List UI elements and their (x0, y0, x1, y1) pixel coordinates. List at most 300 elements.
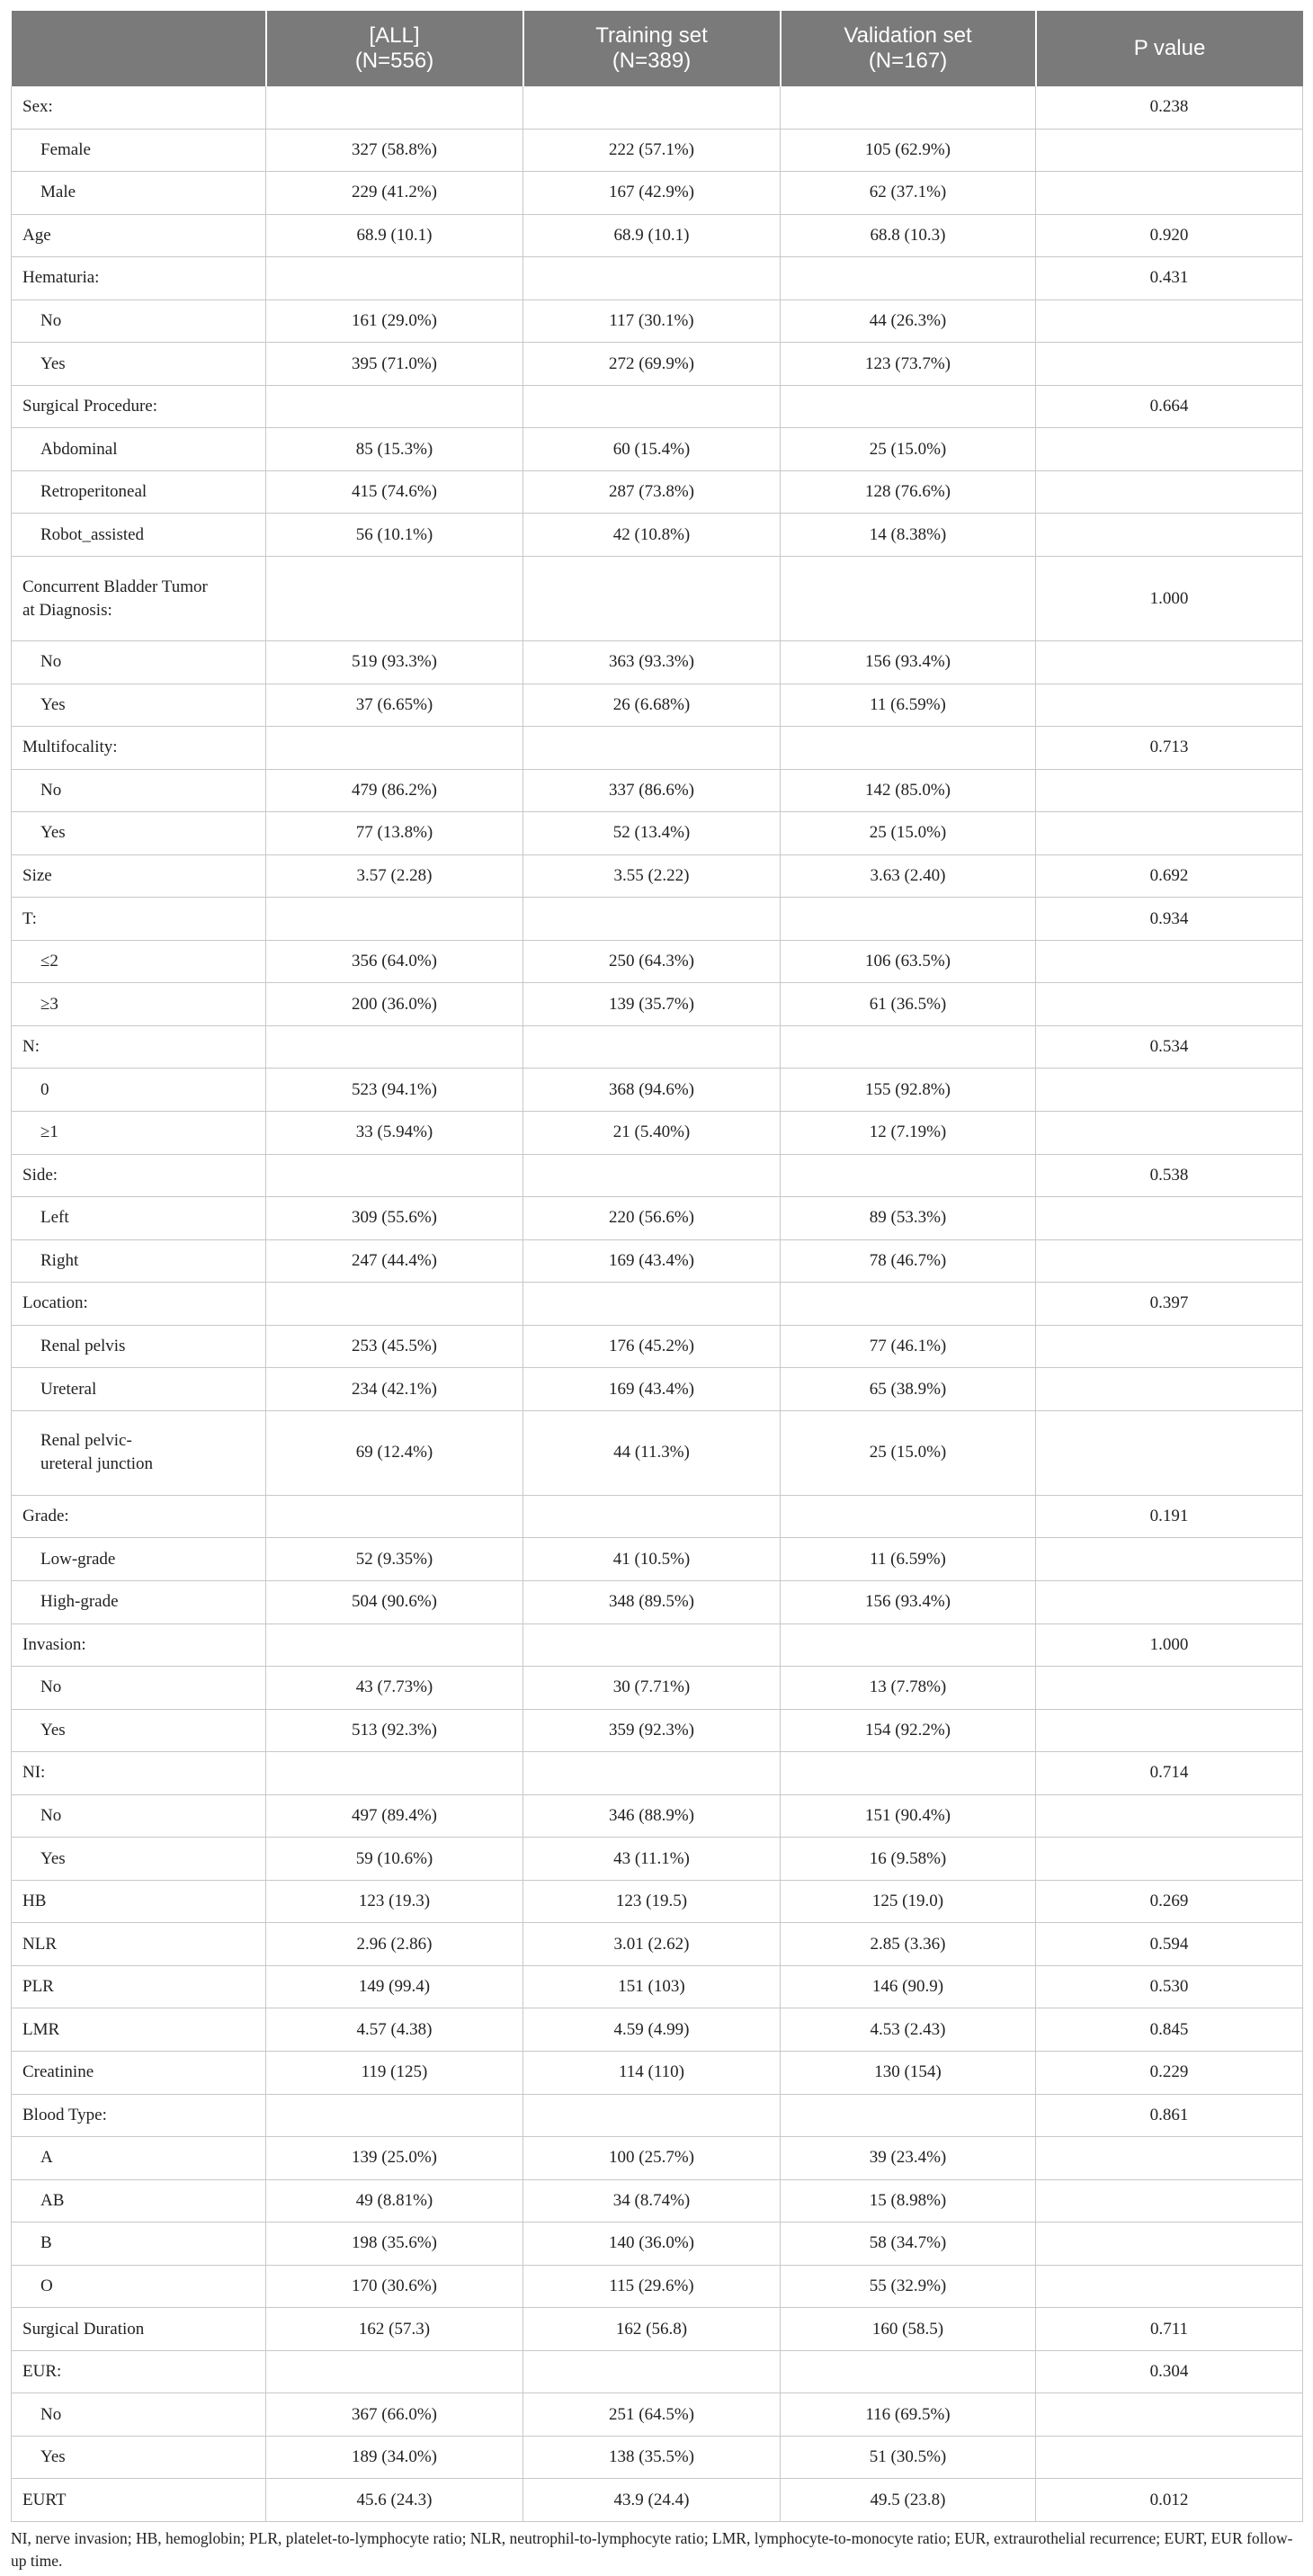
cell-validation: 160 (58.5) (781, 2308, 1036, 2351)
row-label: Invasion: (12, 1623, 266, 1667)
cell-p-value: 0.538 (1036, 1154, 1303, 1197)
cell-p-value (1036, 2179, 1303, 2223)
cell-validation (781, 86, 1036, 129)
cell-validation (781, 2094, 1036, 2137)
cell-all: 45.6 (24.3) (266, 2479, 523, 2522)
cell-all: 56 (10.1%) (266, 514, 523, 557)
row-label: B (12, 2223, 266, 2266)
table-row (12, 1923, 1303, 1966)
cell-training: 43.9 (24.4) (523, 2479, 781, 2522)
row-label: Yes (12, 343, 266, 386)
table-row (12, 300, 1303, 343)
footnote: NI, nerve invasion; HB, hemoglobin; PLR, platelet-to-lymphocyte ratio; NLR, neutrophil-to-lymphocyte ratio; LMR, lymphocyte-to-monocyte ratio; EUR, extraurothelial recurrence; EURT, EUR follow-up time. (11, 2528, 1293, 2570)
row-label: A (12, 2137, 266, 2180)
cell-training (523, 257, 781, 300)
cell-p-value (1036, 1580, 1303, 1623)
cell-p-value (1036, 940, 1303, 983)
cell-validation (781, 898, 1036, 941)
table-row (12, 2265, 1303, 2308)
cell-validation: 156 (93.4%) (781, 641, 1036, 684)
cell-training: 368 (94.6%) (523, 1069, 781, 1112)
cell-p-value (1036, 1368, 1303, 1411)
cell-training: 251 (64.5%) (523, 2393, 781, 2437)
cell-training: 60 (15.4%) (523, 428, 781, 471)
row-label: Ureteral (12, 1368, 266, 1411)
cell-validation: 68.8 (10.3) (781, 214, 1036, 257)
cell-p-value (1036, 428, 1303, 471)
row-label: High-grade (12, 1580, 266, 1623)
row-label: PLR (12, 1965, 266, 2008)
cell-all: 2.96 (2.86) (266, 1923, 523, 1966)
cell-validation: 123 (73.7%) (781, 343, 1036, 386)
cell-p-value: 1.000 (1036, 557, 1303, 641)
row-label: Abdominal (12, 428, 266, 471)
cell-training: 167 (42.9%) (523, 172, 781, 215)
cell-validation: 155 (92.8%) (781, 1069, 1036, 1112)
table-row (12, 1752, 1303, 1795)
cell-validation: 25 (15.0%) (781, 428, 1036, 471)
cell-p-value (1036, 1239, 1303, 1283)
header-all-n: (N=556) (354, 49, 434, 73)
table-row (12, 2179, 1303, 2223)
cell-p-value: 0.530 (1036, 1965, 1303, 2008)
cell-all (266, 1752, 523, 1795)
header-validation-title: Validation set (844, 23, 972, 48)
row-label: Surgical Procedure: (12, 385, 266, 428)
table-row (12, 214, 1303, 257)
cell-validation: 16 (9.58%) (781, 1838, 1036, 1881)
cell-p-value (1036, 1709, 1303, 1752)
row-label: Grade: (12, 1495, 266, 1538)
row-label: Female (12, 129, 266, 172)
cell-p-value: 0.534 (1036, 1025, 1303, 1069)
row-label: Renal pelvis (12, 1325, 266, 1368)
row-label: Robot_assisted (12, 514, 266, 557)
cell-all: 161 (29.0%) (266, 300, 523, 343)
cell-validation: 116 (69.5%) (781, 2393, 1036, 2437)
row-label-line: at Diagnosis: (22, 600, 112, 620)
cell-all: 77 (13.8%) (266, 812, 523, 855)
cell-validation: 151 (90.4%) (781, 1794, 1036, 1838)
row-label (12, 1410, 266, 1495)
table-row (12, 172, 1303, 215)
cell-p-value: 0.714 (1036, 1752, 1303, 1795)
table-row (12, 940, 1303, 983)
cell-training: 139 (35.7%) (523, 983, 781, 1026)
cell-validation: 106 (63.5%) (781, 940, 1036, 983)
table-row (12, 1239, 1303, 1283)
cell-all: 367 (66.0%) (266, 2393, 523, 2437)
row-label: 0 (12, 1069, 266, 1112)
cell-training: 272 (69.9%) (523, 343, 781, 386)
cell-training: 30 (7.71%) (523, 1667, 781, 1710)
cell-p-value: 0.845 (1036, 2008, 1303, 2052)
cell-p-value: 0.713 (1036, 727, 1303, 770)
cell-all (266, 385, 523, 428)
cell-training (523, 385, 781, 428)
row-label: No (12, 2393, 266, 2437)
table-row (12, 854, 1303, 898)
cell-all (266, 257, 523, 300)
table-row (12, 1838, 1303, 1881)
row-label: NLR (12, 1923, 266, 1966)
cell-validation: 77 (46.1%) (781, 1325, 1036, 1368)
cell-all: 85 (15.3%) (266, 428, 523, 471)
cell-p-value: 0.711 (1036, 2308, 1303, 2351)
table-row (12, 129, 1303, 172)
cell-validation (781, 2350, 1036, 2393)
cell-validation: 4.53 (2.43) (781, 2008, 1036, 2052)
row-label: Age (12, 214, 266, 257)
header-row (12, 11, 1303, 86)
cell-p-value (1036, 812, 1303, 855)
row-label: Yes (12, 1838, 266, 1881)
header-validation-n: (N=167) (868, 49, 948, 73)
cell-training (523, 898, 781, 941)
cell-validation: 125 (19.0) (781, 1880, 1036, 1923)
cell-p-value: 0.692 (1036, 854, 1303, 898)
cell-validation (781, 727, 1036, 770)
cell-validation: 39 (23.4%) (781, 2137, 1036, 2180)
header-all-title: [ALL] (369, 23, 420, 48)
table-row (12, 1283, 1303, 1326)
table-row (12, 1495, 1303, 1538)
table-row (12, 2008, 1303, 2052)
cell-all: 33 (5.94%) (266, 1112, 523, 1155)
cell-validation (781, 1154, 1036, 1197)
cell-p-value: 0.238 (1036, 86, 1303, 129)
cell-validation: 25 (15.0%) (781, 812, 1036, 855)
cell-all: 170 (30.6%) (266, 2265, 523, 2308)
table-row (12, 1112, 1303, 1155)
row-label: Right (12, 1239, 266, 1283)
cell-p-value (1036, 1069, 1303, 1112)
cell-p-value (1036, 470, 1303, 514)
cell-p-value: 0.934 (1036, 898, 1303, 941)
cell-validation: 156 (93.4%) (781, 1580, 1036, 1623)
cell-training: 140 (36.0%) (523, 2223, 781, 2266)
cell-training: 287 (73.8%) (523, 470, 781, 514)
cell-p-value: 0.431 (1036, 257, 1303, 300)
row-label: O (12, 2265, 266, 2308)
cell-p-value (1036, 1538, 1303, 1581)
cell-p-value (1036, 514, 1303, 557)
cell-validation: 61 (36.5%) (781, 983, 1036, 1026)
row-label: No (12, 1667, 266, 1710)
cell-p-value: 1.000 (1036, 1623, 1303, 1667)
table-row (12, 727, 1303, 770)
table-row (12, 2350, 1303, 2393)
cell-validation: 65 (38.9%) (781, 1368, 1036, 1411)
cell-training: 363 (93.3%) (523, 641, 781, 684)
cell-all (266, 898, 523, 941)
table-row (12, 812, 1303, 855)
cell-validation (781, 1025, 1036, 1069)
table-row (12, 1025, 1303, 1069)
table-container (11, 11, 1302, 2572)
cell-all: 415 (74.6%) (266, 470, 523, 514)
cell-validation: 62 (37.1%) (781, 172, 1036, 215)
row-label: No (12, 769, 266, 812)
cell-p-value (1036, 2223, 1303, 2266)
table-row (12, 1580, 1303, 1623)
cell-all (266, 1495, 523, 1538)
table-row (12, 428, 1303, 471)
row-label: Multifocality: (12, 727, 266, 770)
cell-p-value: 0.664 (1036, 385, 1303, 428)
cell-validation: 11 (6.59%) (781, 684, 1036, 727)
table-row (12, 1325, 1303, 1368)
cell-training: 52 (13.4%) (523, 812, 781, 855)
cell-validation: 130 (154) (781, 2051, 1036, 2094)
cell-p-value (1036, 769, 1303, 812)
row-label: No (12, 1794, 266, 1838)
cell-training (523, 1283, 781, 1326)
cell-training: 114 (110) (523, 2051, 781, 2094)
table-row (12, 2223, 1303, 2266)
table-row (12, 684, 1303, 727)
cell-p-value: 0.229 (1036, 2051, 1303, 2094)
header-validation (781, 11, 1036, 86)
cell-training: 100 (25.7%) (523, 2137, 781, 2180)
cell-all: 523 (94.1%) (266, 1069, 523, 1112)
cell-all: 3.57 (2.28) (266, 854, 523, 898)
cell-all (266, 86, 523, 129)
table-row (12, 2137, 1303, 2180)
cell-all: 49 (8.81%) (266, 2179, 523, 2223)
cell-training (523, 557, 781, 641)
cell-training: 250 (64.3%) (523, 940, 781, 983)
cell-training: 220 (56.6%) (523, 1197, 781, 1240)
row-label: ≥1 (12, 1112, 266, 1155)
row-label: Hematuria: (12, 257, 266, 300)
cell-all: 52 (9.35%) (266, 1538, 523, 1581)
cell-training: 68.9 (10.1) (523, 214, 781, 257)
cell-all: 69 (12.4%) (266, 1410, 523, 1495)
row-label: AB (12, 2179, 266, 2223)
header-p-value: P value (1036, 11, 1303, 86)
cell-p-value: 0.920 (1036, 214, 1303, 257)
table-row (12, 1410, 1303, 1495)
cell-all: 497 (89.4%) (266, 1794, 523, 1838)
cell-validation: 3.63 (2.40) (781, 854, 1036, 898)
cell-all: 327 (58.8%) (266, 129, 523, 172)
row-label: Yes (12, 2436, 266, 2479)
table-row (12, 1368, 1303, 1411)
cell-all: 139 (25.0%) (266, 2137, 523, 2180)
cell-training: 4.59 (4.99) (523, 2008, 781, 2052)
cell-p-value: 0.304 (1036, 2350, 1303, 2393)
cell-training: 359 (92.3%) (523, 1709, 781, 1752)
cell-validation: 11 (6.59%) (781, 1538, 1036, 1581)
cell-training: 21 (5.40%) (523, 1112, 781, 1155)
cell-training: 346 (88.9%) (523, 1794, 781, 1838)
header-variable (12, 11, 266, 86)
row-label: Yes (12, 684, 266, 727)
cell-all: 234 (42.1%) (266, 1368, 523, 1411)
row-label-line: Renal pelvic- (40, 1431, 132, 1451)
row-label: Surgical Duration (12, 2308, 266, 2351)
table-row (12, 983, 1303, 1026)
cell-p-value (1036, 1794, 1303, 1838)
row-label: LMR (12, 2008, 266, 2052)
row-label: EURT (12, 2479, 266, 2522)
cell-validation: 105 (62.9%) (781, 129, 1036, 172)
cell-validation: 12 (7.19%) (781, 1112, 1036, 1155)
cell-training: 169 (43.4%) (523, 1368, 781, 1411)
header-all (266, 11, 523, 86)
cell-training (523, 1025, 781, 1069)
cell-p-value (1036, 1838, 1303, 1881)
table-row (12, 2479, 1303, 2522)
cell-training (523, 1495, 781, 1538)
cell-all: 59 (10.6%) (266, 1838, 523, 1881)
cell-all (266, 1283, 523, 1326)
cell-training (523, 2094, 781, 2137)
cell-validation: 146 (90.9) (781, 1965, 1036, 2008)
cell-all: 189 (34.0%) (266, 2436, 523, 2479)
cell-training: 115 (29.6%) (523, 2265, 781, 2308)
cell-training: 138 (35.5%) (523, 2436, 781, 2479)
cell-training: 43 (11.1%) (523, 1838, 781, 1881)
row-label: Blood Type: (12, 2094, 266, 2137)
row-label: ≤2 (12, 940, 266, 983)
table-row (12, 1794, 1303, 1838)
cell-validation: 49.5 (23.8) (781, 2479, 1036, 2522)
table-row (12, 1965, 1303, 2008)
cell-training: 176 (45.2%) (523, 1325, 781, 1368)
row-label: Size (12, 854, 266, 898)
table-row (12, 1667, 1303, 1710)
cell-validation: 13 (7.78%) (781, 1667, 1036, 1710)
table-row (12, 385, 1303, 428)
header-training-title: Training set (595, 23, 708, 48)
row-label: EUR: (12, 2350, 266, 2393)
cell-all (266, 1623, 523, 1667)
cell-validation: 55 (32.9%) (781, 2265, 1036, 2308)
cell-all: 309 (55.6%) (266, 1197, 523, 1240)
cell-p-value (1036, 343, 1303, 386)
cell-all: 4.57 (4.38) (266, 2008, 523, 2052)
row-label: Retroperitoneal (12, 470, 266, 514)
cell-training: 123 (19.5) (523, 1880, 781, 1923)
baseline-characteristics-table (11, 11, 1303, 2522)
header-training-n: (N=389) (612, 49, 692, 73)
cell-p-value (1036, 172, 1303, 215)
table-row (12, 557, 1303, 641)
cell-validation (781, 1752, 1036, 1795)
table-row (12, 514, 1303, 557)
cell-all: 519 (93.3%) (266, 641, 523, 684)
row-label: Location: (12, 1283, 266, 1326)
cell-all: 149 (99.4) (266, 1965, 523, 2008)
row-label: Low-grade (12, 1538, 266, 1581)
row-label: ≥3 (12, 983, 266, 1026)
cell-validation (781, 557, 1036, 641)
table-row (12, 2436, 1303, 2479)
cell-all (266, 557, 523, 641)
cell-validation (781, 1283, 1036, 1326)
cell-validation: 142 (85.0%) (781, 769, 1036, 812)
cell-all (266, 1154, 523, 1197)
cell-training: 337 (86.6%) (523, 769, 781, 812)
cell-training: 222 (57.1%) (523, 129, 781, 172)
cell-all: 123 (19.3) (266, 1880, 523, 1923)
table-row (12, 86, 1303, 129)
cell-p-value (1036, 2137, 1303, 2180)
cell-p-value (1036, 2436, 1303, 2479)
table-row (12, 2094, 1303, 2137)
cell-training: 3.01 (2.62) (523, 1923, 781, 1966)
cell-all: 229 (41.2%) (266, 172, 523, 215)
cell-validation: 78 (46.7%) (781, 1239, 1036, 1283)
cell-training: 117 (30.1%) (523, 300, 781, 343)
cell-p-value (1036, 129, 1303, 172)
cell-all: 479 (86.2%) (266, 769, 523, 812)
cell-validation: 15 (8.98%) (781, 2179, 1036, 2223)
table-body (12, 86, 1303, 2521)
table-row (12, 1880, 1303, 1923)
cell-training: 3.55 (2.22) (523, 854, 781, 898)
cell-training: 162 (56.8) (523, 2308, 781, 2351)
cell-p-value (1036, 1667, 1303, 1710)
cell-p-value: 0.012 (1036, 2479, 1303, 2522)
row-label-line: Concurrent Bladder Tumor (22, 577, 208, 596)
cell-p-value (1036, 2265, 1303, 2308)
table-row (12, 257, 1303, 300)
cell-p-value (1036, 684, 1303, 727)
table-row (12, 470, 1303, 514)
cell-all: 68.9 (10.1) (266, 214, 523, 257)
cell-p-value: 0.397 (1036, 1283, 1303, 1326)
cell-all: 200 (36.0%) (266, 983, 523, 1026)
cell-all: 162 (57.3) (266, 2308, 523, 2351)
cell-p-value: 0.861 (1036, 2094, 1303, 2137)
cell-validation: 154 (92.2%) (781, 1709, 1036, 1752)
cell-p-value (1036, 1112, 1303, 1155)
row-label: Creatinine (12, 2051, 266, 2094)
row-label: Yes (12, 812, 266, 855)
cell-all: 198 (35.6%) (266, 2223, 523, 2266)
table-row (12, 2393, 1303, 2437)
cell-p-value (1036, 300, 1303, 343)
cell-training (523, 1154, 781, 1197)
cell-p-value (1036, 1325, 1303, 1368)
table-row (12, 2051, 1303, 2094)
cell-p-value (1036, 983, 1303, 1026)
cell-p-value (1036, 2393, 1303, 2437)
cell-validation: 2.85 (3.36) (781, 1923, 1036, 1966)
row-label: NI: (12, 1752, 266, 1795)
cell-validation: 51 (30.5%) (781, 2436, 1036, 2479)
cell-all: 247 (44.4%) (266, 1239, 523, 1283)
cell-p-value: 0.191 (1036, 1495, 1303, 1538)
table-row (12, 1154, 1303, 1197)
cell-training: 348 (89.5%) (523, 1580, 781, 1623)
cell-all: 356 (64.0%) (266, 940, 523, 983)
row-label: Sex: (12, 86, 266, 129)
cell-training: 44 (11.3%) (523, 1410, 781, 1495)
row-label: Left (12, 1197, 266, 1240)
header-training (523, 11, 781, 86)
cell-p-value (1036, 1197, 1303, 1240)
table-row (12, 641, 1303, 684)
table-row (12, 1197, 1303, 1240)
cell-p-value (1036, 641, 1303, 684)
cell-training (523, 2350, 781, 2393)
row-label (12, 557, 266, 641)
cell-all: 253 (45.5%) (266, 1325, 523, 1368)
